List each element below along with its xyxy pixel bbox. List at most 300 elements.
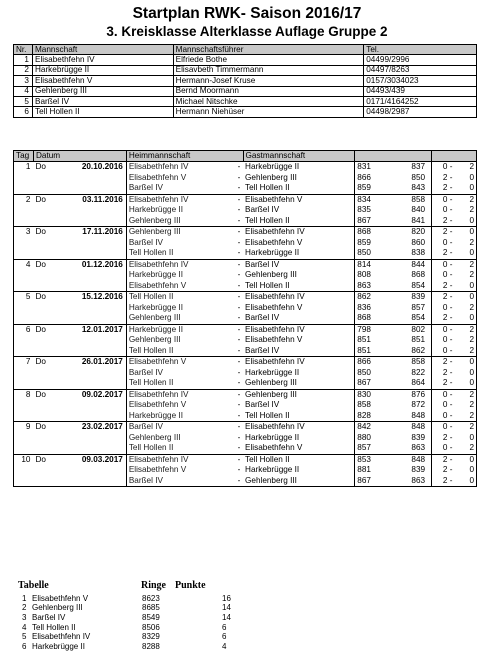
match-home: Harkebrügge II xyxy=(126,411,235,422)
match-points-away: 0 xyxy=(455,454,477,465)
match-points-home xyxy=(432,227,455,238)
match-points-away: 2 xyxy=(455,270,477,281)
match-away: Tell Hollen II xyxy=(243,281,355,292)
round-tag-empty xyxy=(14,368,34,379)
match-home: Gehlenberg III xyxy=(126,335,235,346)
match-away: Harkebrügge II xyxy=(245,432,300,442)
match-away: Harkebrügge II xyxy=(245,465,300,475)
match-home: Barßel IV xyxy=(126,368,235,379)
standings-points: 4 xyxy=(222,641,227,651)
round-tag-empty xyxy=(14,205,34,216)
match-rings-home: 859 xyxy=(355,238,392,249)
team-row xyxy=(14,96,477,106)
standings-team: Harkebrügge II xyxy=(32,641,85,651)
match-rings-home: 831 xyxy=(355,162,392,173)
match-row xyxy=(14,411,477,422)
match-separator: - xyxy=(237,270,241,280)
standings-points: 14 xyxy=(222,613,231,622)
match-rings-away: 851 xyxy=(392,335,432,346)
round-day-empty xyxy=(33,335,53,346)
round-tag-empty xyxy=(14,270,34,281)
round-day-empty xyxy=(33,378,53,389)
match-row xyxy=(14,368,477,379)
match-row xyxy=(14,238,477,249)
match-home: Harkebrügge II xyxy=(126,324,235,335)
match-points-home-value: 2 xyxy=(442,215,448,225)
match-rings-away: 863 xyxy=(392,476,432,487)
match-separator: - xyxy=(235,389,243,400)
match-separator: - xyxy=(235,248,243,259)
match-row xyxy=(14,476,477,487)
team-nr: 5 xyxy=(14,96,33,106)
match-rings-away: 858 xyxy=(392,194,432,205)
round-day-empty xyxy=(33,270,53,281)
standings-points: 14 xyxy=(222,603,231,613)
match-points-away: 0 xyxy=(455,227,477,238)
match-separator: - xyxy=(235,292,243,303)
standings-rings: 8623 xyxy=(142,594,160,603)
round-date: 03.11.2016 xyxy=(53,194,126,205)
round-date-empty xyxy=(53,248,126,259)
schedule-col-rings xyxy=(355,151,432,162)
match-away: Elisabethfehn V xyxy=(245,302,303,312)
match-points-separator: - xyxy=(447,367,453,377)
round-tag-empty xyxy=(14,346,34,357)
match-home: Elisabethfehn IV xyxy=(126,194,235,205)
match-rings-home: 868 xyxy=(355,227,392,238)
match-rings-away: 839 xyxy=(392,465,432,476)
match-home: Harkebrügge II xyxy=(126,303,235,314)
round-day-empty xyxy=(33,346,53,357)
match-away: Elisabethfehn IV xyxy=(243,357,355,368)
match-rings-away: 868 xyxy=(392,270,432,281)
match-points-away: 0 xyxy=(455,368,477,379)
match-points-home-value: 2 xyxy=(442,280,448,290)
round-day: Do xyxy=(33,292,53,303)
match-points-home-value: 2 xyxy=(442,378,448,388)
match-points-separator: - xyxy=(447,324,453,334)
match-points-home xyxy=(432,281,455,292)
match-points-separator: - xyxy=(447,389,453,399)
match-rings-away: 839 xyxy=(392,292,432,303)
match-row xyxy=(14,400,477,411)
match-points-home-value: 2 xyxy=(442,357,448,367)
match-points-home-value: 0 xyxy=(442,400,448,410)
match-rings-home: 853 xyxy=(355,454,392,465)
match-away: Tell Hollen II xyxy=(243,454,355,465)
teams-col-captain: Mannschaftsführer xyxy=(173,45,364,55)
match-separator: - xyxy=(237,237,241,247)
match-separator: - xyxy=(237,432,241,442)
match-points-separator: - xyxy=(447,172,453,182)
match-away: Gehlenberg III xyxy=(243,476,355,487)
round-date-empty xyxy=(53,378,126,389)
match-rings-home: 867 xyxy=(355,378,392,389)
match-separator: - xyxy=(235,183,243,194)
match-separator: - xyxy=(235,357,243,368)
standings-row xyxy=(22,623,242,633)
match-points-home xyxy=(432,357,455,368)
match-separator: - xyxy=(237,335,241,345)
match-separator: - xyxy=(235,454,243,465)
match-points-away: 0 xyxy=(455,292,477,303)
round-tag-empty xyxy=(14,313,34,324)
round-day-empty xyxy=(33,465,53,476)
round-date: 01.12.2016 xyxy=(53,259,126,270)
match-separator: - xyxy=(237,367,241,377)
match-separator: - xyxy=(235,324,243,335)
match-points-separator: - xyxy=(447,422,453,432)
standings-team: Barßel IV xyxy=(32,613,66,622)
match-points-away: 0 xyxy=(455,476,477,487)
match-separator: - xyxy=(235,216,243,227)
match-home: Tell Hollen II xyxy=(126,378,235,389)
standings-pos: 2 xyxy=(22,603,27,613)
match-away: Barßel IV xyxy=(245,400,280,410)
match-points-away: 0 xyxy=(455,173,477,184)
match-separator: - xyxy=(235,259,243,270)
match-points-home-value: 2 xyxy=(442,248,448,258)
match-rings-home: 868 xyxy=(355,313,392,324)
team-captain: Elfriede Bothe xyxy=(173,55,364,65)
round-day-empty xyxy=(33,313,53,324)
teams-col-tel: Tel. xyxy=(364,45,477,55)
match-rings-home: 858 xyxy=(355,400,392,411)
team-captain: Michael Nitschke xyxy=(173,96,364,106)
match-points-home xyxy=(432,389,455,400)
round-tag: 8 xyxy=(14,389,34,400)
match-away: Tell Hollen II xyxy=(243,216,355,227)
round-day: Do xyxy=(33,259,53,270)
team-captain: Hermann Niehüser xyxy=(173,107,364,117)
standings-table xyxy=(22,594,242,652)
round-tag-empty xyxy=(14,303,34,314)
match-points-home-value: 0 xyxy=(442,335,448,345)
team-captain: Hermann-Josef Kruse xyxy=(173,76,364,86)
round-tag-empty xyxy=(14,465,34,476)
match-away: Elisabethfehn V xyxy=(245,237,303,247)
page-title: Startplan RWK- Saison 2016/17 xyxy=(132,5,362,22)
match-row xyxy=(14,454,477,465)
round-day-empty xyxy=(33,173,53,184)
standings-team: Tell Hollen II xyxy=(32,622,76,632)
team-name: Harkebrügge II xyxy=(32,65,173,75)
match-rings-home: 863 xyxy=(355,281,392,292)
round-day: Do xyxy=(33,454,53,465)
match-points-home-value: 2 xyxy=(442,292,448,302)
match-row xyxy=(14,324,477,335)
match-points-home-value: 0 xyxy=(442,162,448,172)
match-points-separator: - xyxy=(447,432,453,442)
match-rings-home: 867 xyxy=(355,216,392,227)
match-points-away: 2 xyxy=(455,162,477,173)
match-points-away: 0 xyxy=(455,313,477,324)
match-points-home xyxy=(432,411,455,422)
match-points-away: 2 xyxy=(455,324,477,335)
match-rings-away: 822 xyxy=(392,368,432,379)
match-rings-home: 808 xyxy=(355,270,392,281)
match-away: Barßel IV xyxy=(243,346,355,357)
match-home: Harkebrügge II xyxy=(126,205,235,216)
round-date-empty xyxy=(53,216,126,227)
match-rings-away: 872 xyxy=(392,400,432,411)
match-points-separator: - xyxy=(447,378,453,388)
team-phone: 0157/3034023 xyxy=(364,76,477,86)
match-rings-away: 843 xyxy=(392,183,432,194)
match-row xyxy=(14,389,477,400)
match-points-home-value: 2 xyxy=(442,465,448,475)
team-name: Gehlenberg III xyxy=(32,86,173,96)
match-points-home-value: 0 xyxy=(442,194,448,204)
match-points-home xyxy=(432,454,455,465)
match-rings-away: 864 xyxy=(392,378,432,389)
match-rings-away: 844 xyxy=(392,259,432,270)
standings-row xyxy=(22,642,242,652)
round-tag-empty xyxy=(14,411,34,422)
match-points-home-value: 2 xyxy=(442,475,448,485)
match-points-home xyxy=(432,270,455,281)
standings-points: 6 xyxy=(222,622,227,632)
team-name: Barßel IV xyxy=(32,96,173,106)
match-rings-home: 866 xyxy=(355,357,392,368)
match-separator: - xyxy=(235,227,243,238)
standings-row xyxy=(22,604,242,614)
match-row xyxy=(14,335,477,346)
match-rings-away: 802 xyxy=(392,324,432,335)
round-day-empty xyxy=(33,368,53,379)
standings-row xyxy=(22,632,242,642)
match-home: Elisabethfehn V xyxy=(126,465,235,476)
match-away: Tell Hollen II xyxy=(243,183,355,194)
match-points-separator: - xyxy=(447,215,453,225)
match-rings-away: 854 xyxy=(392,313,432,324)
match-rings-away: 860 xyxy=(392,238,432,249)
match-rings-away: 862 xyxy=(392,346,432,357)
round-day-empty xyxy=(33,443,53,454)
match-points-home-value: 0 xyxy=(442,345,448,355)
match-points-separator: - xyxy=(447,237,453,247)
match-rings-away: 838 xyxy=(392,248,432,259)
teams-header-row xyxy=(14,45,477,55)
match-points-home xyxy=(432,465,455,476)
standings-pos: 5 xyxy=(22,632,27,642)
match-home: Tell Hollen II xyxy=(126,346,235,357)
standings-team: Elisabethfehn V xyxy=(32,594,89,603)
team-captain: Bernd Moormann xyxy=(173,86,364,96)
round-tag-empty xyxy=(14,335,34,346)
match-home: Tell Hollen II xyxy=(126,292,235,303)
match-points-away: 2 xyxy=(455,389,477,400)
match-home: Gehlenberg III xyxy=(126,227,235,238)
match-rings-home: 859 xyxy=(355,183,392,194)
match-points-home xyxy=(432,194,455,205)
match-points-home xyxy=(432,324,455,335)
match-away: Barßel IV xyxy=(243,313,355,324)
match-home: Harkebrügge II xyxy=(126,270,235,281)
match-points-home xyxy=(432,292,455,303)
match-home: Elisabethfehn V xyxy=(126,400,235,411)
match-away: Elisabethfehn IV xyxy=(243,227,355,238)
round-date: 20.10.2016 xyxy=(53,162,126,173)
match-rings-home: 834 xyxy=(355,194,392,205)
team-row xyxy=(14,107,477,117)
match-row xyxy=(14,433,477,444)
round-day: Do xyxy=(33,162,53,173)
schedule-col-home: Heimmannschaft xyxy=(126,151,243,162)
round-tag-empty xyxy=(14,281,34,292)
match-points-away: 0 xyxy=(455,378,477,389)
round-day-empty xyxy=(33,238,53,249)
match-rings-away: 848 xyxy=(392,454,432,465)
team-name: Elisabethfehn V xyxy=(32,76,173,86)
match-points-home-value: 0 xyxy=(442,443,448,453)
match-rings-home: 850 xyxy=(355,368,392,379)
match-away: Gehlenberg III xyxy=(243,378,355,389)
round-day: Do xyxy=(33,389,53,400)
match-points-away: 2 xyxy=(455,259,477,270)
match-points-home xyxy=(432,476,455,487)
standings-col-points: Punkte xyxy=(175,580,206,591)
match-rings-home: 857 xyxy=(355,443,392,454)
match-rings-home: 851 xyxy=(355,346,392,357)
standings-row xyxy=(22,613,242,623)
match-separator: - xyxy=(237,465,241,475)
match-rings-home: 814 xyxy=(355,259,392,270)
match-points-away: 2 xyxy=(455,205,477,216)
round-date: 09.02.2017 xyxy=(53,389,126,400)
match-home: Elisabethfehn IV xyxy=(126,162,235,173)
team-row xyxy=(14,55,477,65)
team-phone: 04497/8263 xyxy=(364,65,477,75)
teams-col-nr: Nr. xyxy=(14,45,33,55)
match-away: Gehlenberg III xyxy=(243,389,355,400)
round-date-empty xyxy=(53,313,126,324)
match-points-home xyxy=(432,173,455,184)
match-points-away: 2 xyxy=(455,443,477,454)
team-captain: Elisavbeth Timmermann xyxy=(173,65,364,75)
schedule-col-away: Gastmannschaft xyxy=(243,151,355,162)
round-date-empty xyxy=(53,368,126,379)
match-points-separator: - xyxy=(447,162,453,172)
match-home: Elisabethfehn V xyxy=(126,173,235,184)
round-day-empty xyxy=(33,411,53,422)
round-tag: 7 xyxy=(14,357,34,368)
round-day-empty xyxy=(33,476,53,487)
match-row xyxy=(14,357,477,368)
round-tag-empty xyxy=(14,183,34,194)
round-date-empty xyxy=(53,335,126,346)
match-points-away: 2 xyxy=(455,411,477,422)
round-date-empty xyxy=(53,238,126,249)
match-separator: - xyxy=(235,378,243,389)
match-separator: - xyxy=(235,443,243,454)
match-home: Barßel IV xyxy=(126,183,235,194)
match-row xyxy=(14,173,477,184)
match-points-separator: - xyxy=(447,259,453,269)
standings-pos: 1 xyxy=(22,594,27,603)
round-tag: 10 xyxy=(14,454,34,465)
match-rings-away: 850 xyxy=(392,173,432,184)
match-points-separator: - xyxy=(447,454,453,464)
match-points-home xyxy=(432,303,455,314)
team-name: Elisabethfehn IV xyxy=(32,55,173,65)
match-points-away: 0 xyxy=(455,281,477,292)
match-points-separator: - xyxy=(447,335,453,345)
match-points-home xyxy=(432,378,455,389)
round-tag-empty xyxy=(14,433,34,444)
match-separator: - xyxy=(235,346,243,357)
match-points-away: 0 xyxy=(455,465,477,476)
team-phone: 04498/2987 xyxy=(364,107,477,117)
round-tag: 9 xyxy=(14,422,34,433)
standings-team: Gehlenberg III xyxy=(32,603,83,613)
match-separator: - xyxy=(235,281,243,292)
round-day-empty xyxy=(33,216,53,227)
match-points-separator: - xyxy=(447,302,453,312)
match-home: Elisabethfehn V xyxy=(126,357,235,368)
standings-pos: 3 xyxy=(22,613,27,622)
match-points-separator: - xyxy=(447,410,453,420)
team-nr: 3 xyxy=(14,76,33,86)
match-rings-home: 835 xyxy=(355,205,392,216)
match-row xyxy=(14,270,477,281)
standings-pos: 4 xyxy=(22,622,27,632)
match-row xyxy=(14,194,477,205)
match-rings-away: 858 xyxy=(392,357,432,368)
match-rings-home: 881 xyxy=(355,465,392,476)
match-row xyxy=(14,303,477,314)
match-points-away: 2 xyxy=(455,422,477,433)
round-date-empty xyxy=(53,443,126,454)
match-points-away: 2 xyxy=(455,400,477,411)
match-points-separator: - xyxy=(447,292,453,302)
match-row xyxy=(14,205,477,216)
round-tag-empty xyxy=(14,443,34,454)
match-points-separator: - xyxy=(447,227,453,237)
schedule-col-date: Datum xyxy=(33,151,126,162)
match-home: Barßel IV xyxy=(126,238,235,249)
match-away: Elisabethfehn V xyxy=(243,194,355,205)
round-date-empty xyxy=(53,465,126,476)
round-date: 17.11.2016 xyxy=(53,227,126,238)
match-points-home-value: 0 xyxy=(442,422,448,432)
team-row xyxy=(14,65,477,75)
match-rings-home: 842 xyxy=(355,422,392,433)
round-date: 15.12.2016 xyxy=(53,292,126,303)
match-rings-away: 848 xyxy=(392,422,432,433)
match-separator: - xyxy=(235,422,243,433)
match-points-home xyxy=(432,259,455,270)
match-points-separator: - xyxy=(447,270,453,280)
round-day: Do xyxy=(33,357,53,368)
team-name: Tell Hollen II xyxy=(32,107,173,117)
round-tag-empty xyxy=(14,248,34,259)
match-points-home-value: 2 xyxy=(442,227,448,237)
match-points-away: 2 xyxy=(455,346,477,357)
round-day-empty xyxy=(33,281,53,292)
team-nr: 6 xyxy=(14,107,33,117)
match-row xyxy=(14,227,477,238)
standings-rings: 8549 xyxy=(142,613,160,622)
match-row xyxy=(14,248,477,259)
match-away: Elisabethfehn V xyxy=(245,335,303,345)
round-tag: 4 xyxy=(14,259,34,270)
match-home: Elisabethfehn V xyxy=(126,281,235,292)
match-rings-home: 828 xyxy=(355,411,392,422)
match-rings-away: 820 xyxy=(392,227,432,238)
match-points-home xyxy=(432,238,455,249)
match-points-home-value: 0 xyxy=(442,237,448,247)
